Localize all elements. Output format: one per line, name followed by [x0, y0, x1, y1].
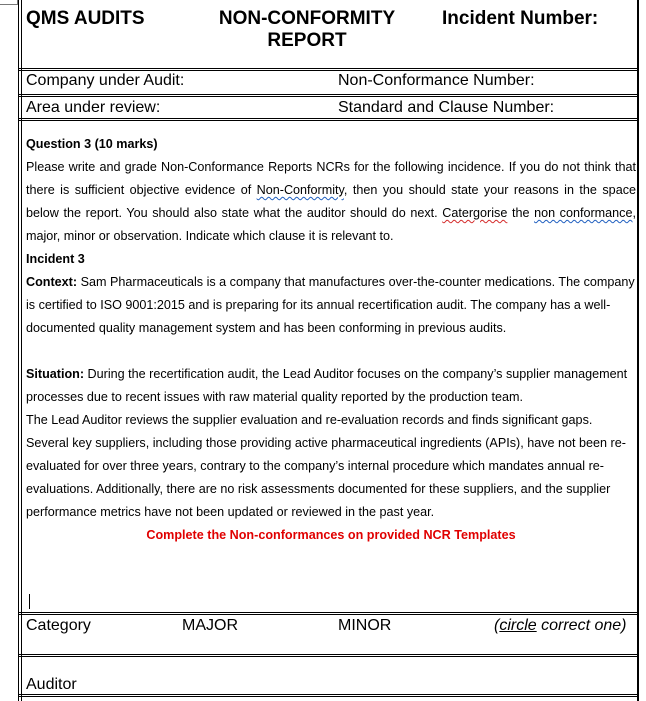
standard-clause-label: Standard and Clause Number: — [338, 99, 555, 116]
non-conformance-term: non conformance — [534, 206, 633, 220]
header-center-title — [196, 8, 418, 52]
findings-paragraph: The Lead Auditor reviews the supplier evaluation and re-evaluation records and finds significant gaps. Several key suppliers, including those providing active pharmaceutical ingredients (APIs), have not been re-evaluated for over three years, contrary to the company’s internal procedure which mandates annual re-evaluations. Additionally, there are no risk assessments documented for these suppliers, and the supplier performance metrics have not been updated or reviewed in the past year. — [26, 413, 626, 519]
situation-label: Situation: — [26, 367, 85, 381]
fields-bottom-divider — [18, 118, 639, 121]
page-corner-mark — [0, 0, 18, 5]
context-paragraph — [26, 271, 636, 340]
circle-note-rest: correct one) — [536, 617, 627, 634]
question-text-part4: , major, minor or observation. Indicate which clause it is relevant to. — [26, 206, 636, 243]
context-text: Sam Pharmaceuticals is a company that manufactures over-the-counter medications. The company is certified to ISO 9001:2015 and is preparing for its annual recertification audit. The company has a well-documented quality management system and has been conforming in previous audits. — [26, 275, 635, 335]
header-divider — [18, 68, 639, 71]
fields-divider — [18, 94, 639, 97]
circle-note-word: circle — [499, 617, 537, 634]
question-text-part3: the — [507, 206, 535, 220]
category-top-divider — [18, 612, 639, 615]
situation-paragraph — [26, 363, 636, 409]
circle-instruction-note — [494, 617, 626, 635]
question-body — [26, 133, 636, 547]
header-center-title-line1: NON-CONFORMITY — [218, 8, 396, 29]
incident-heading: Incident 3 — [26, 252, 85, 266]
paragraph-spacer — [26, 340, 636, 363]
circle-note-open: ( — [494, 617, 500, 634]
header-center-title-line2: REPORT — [267, 30, 347, 51]
nc-number-label: Non-Conformance Number: — [338, 72, 535, 89]
category-minor-option[interactable]: MINOR — [338, 617, 392, 634]
category-label: Category — [26, 617, 91, 634]
situation-text: During the recertification audit, the Lead Auditor focuses on the company’s supplier management processes due to recent issues with raw material quality reported by the production team. — [26, 367, 628, 404]
ncr-template-instruction: Complete the Non-conformances on provided NCR Templates — [146, 528, 516, 542]
question-heading: Question 3 (10 marks) — [26, 137, 158, 151]
misspelled-categorise: Catergorise — [442, 206, 508, 220]
text-cursor — [29, 594, 30, 609]
area-under-review-label: Area under review: — [26, 99, 161, 116]
category-major-option[interactable]: MAJOR — [182, 617, 238, 634]
category-bottom-divider — [18, 654, 639, 657]
company-under-audit-label: Company under Audit: — [26, 72, 185, 89]
auditor-label: Auditor — [26, 676, 77, 693]
context-label: Context: — [26, 275, 78, 289]
question-text-part2: , then you should state your reasons in the space below the report. You should also state what the auditor should do next. — [26, 183, 636, 220]
header-left-title: QMS AUDITS — [26, 8, 145, 29]
non-conformity-term: Non-Conformity — [256, 183, 344, 197]
incident-number-label: Incident Number: — [442, 8, 599, 29]
auditor-bottom-divider — [18, 694, 639, 697]
question-instructions — [26, 156, 636, 248]
question-text-part1: Please write and grade Non-Conformance Reports NCRs for the following incidence. If you do not think that there is sufficient objective evidence of — [26, 160, 636, 197]
